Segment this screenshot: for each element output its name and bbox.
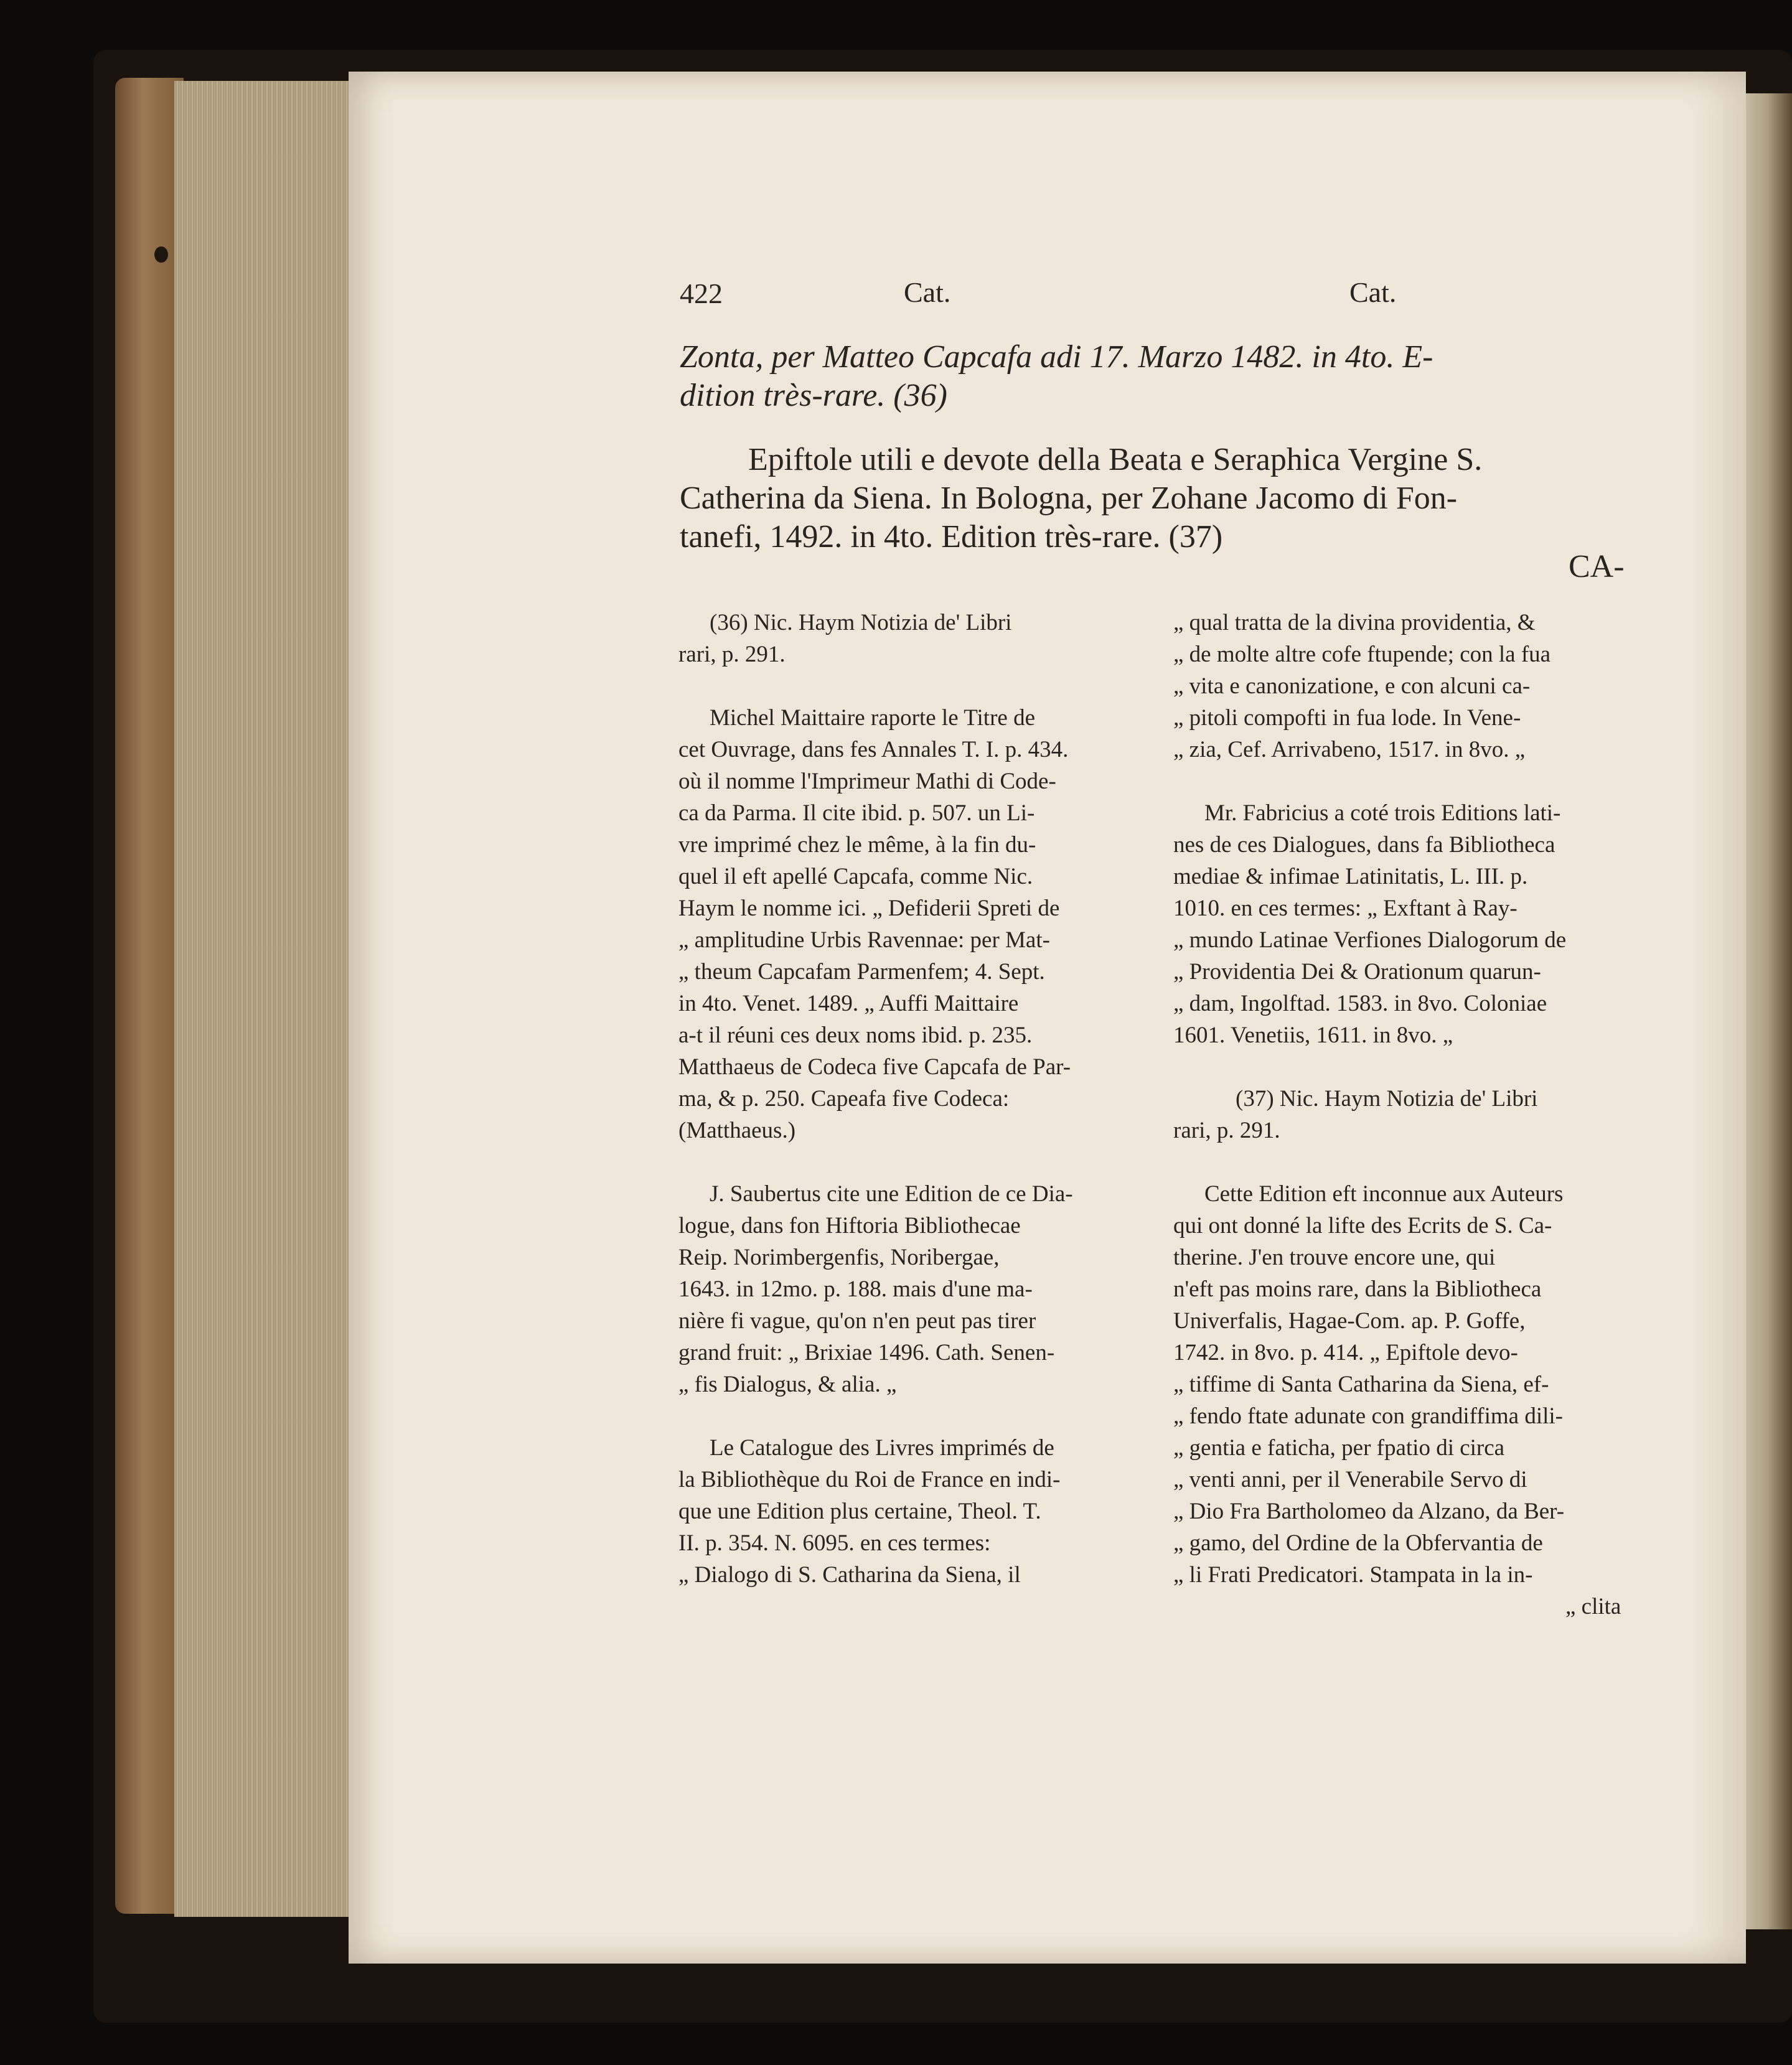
column-line: rari, p. 291. [678, 642, 786, 667]
column-line: n'eft pas moins rare, dans la Bibliotheca [1173, 1276, 1542, 1302]
column-line: Michel Maittaire raporte le Titre de [710, 705, 1035, 731]
book-cover-edge [115, 78, 184, 1914]
right-column [1173, 607, 1621, 1622]
column-line: 1742. in 8vo. p. 414. „ Epiftole devo- [1173, 1340, 1518, 1365]
column-line: Le Catalogue des Livres imprimés de [710, 1435, 1054, 1461]
column-line: „ zia, Cef. Arrivabeno, 1517. in 8vo. „ [1173, 737, 1526, 762]
column-line: „ tiffime di Santa Catharina da Siena, ef- [1173, 1372, 1549, 1397]
column-line: cet Ouvrage, dans fes Annales T. I. p. 434. [678, 737, 1069, 762]
column-line: II. p. 354. N. 6095. en ces termes: [678, 1530, 991, 1556]
column-line: 1010. en ces termes: „ Exftant à Ray- [1173, 896, 1518, 921]
column-line: qui ont donné la lifte des Ecrits de S. Ca- [1173, 1213, 1552, 1239]
column-line: grand fruit: „ Brixiae 1496. Cath. Senen- [678, 1340, 1055, 1365]
column-line: „ fis Dialogus, & alia. „ [678, 1372, 897, 1397]
column-line: logue, dans fon Hiftoria Bibliothecae [678, 1213, 1021, 1239]
column-line: Haym le nomme ici. „ Defiderii Spreti de [678, 896, 1060, 921]
left-running-head: Cat. [904, 276, 951, 308]
column-line: ca da Parma. Il cite ibid. p. 507. un Li- [678, 800, 1035, 826]
right-running-head: Cat. [1349, 276, 1397, 308]
page-block-edges [174, 81, 355, 1917]
column-line: quel il eft apellé Capcafa, comme Nic. [678, 864, 1033, 889]
column-line [1173, 766, 1621, 797]
column-line: rari, p. 291. [1173, 1118, 1280, 1143]
column-line: ma, & p. 250. Capeafa five Codeca: [678, 1086, 1010, 1112]
column-line: (37) Nic. Haym Notizia de' Libri [1236, 1086, 1538, 1112]
column-line [678, 1400, 1073, 1432]
column-line: que une Edition plus certaine, Theol. T. [678, 1499, 1041, 1524]
top-entry-line: dition très-rare. (36) [680, 378, 947, 413]
column-line: therine. J'en trouve encore une, qui [1173, 1245, 1496, 1270]
column-line: „ de molte altre cofe ftupende; con la fua [1173, 642, 1551, 667]
column-line [1173, 1051, 1621, 1083]
book-page [349, 72, 1746, 1964]
second-entry-line: Catherina da Siena. In Bologna, per Zohane Jacomo di Fon- [680, 480, 1458, 516]
column-line: „ pitoli compofti in fua lode. In Vene- [1173, 705, 1521, 731]
column-line: 1601. Venetiis, 1611. in 8vo. „ [1173, 1023, 1453, 1048]
column-line: Reip. Norimbergenfis, Noribergae, [678, 1245, 1000, 1270]
column-line: „ Providentia Dei & Orationum quarun- [1173, 959, 1541, 985]
column-line [1173, 1146, 1621, 1178]
column-line [678, 1146, 1073, 1178]
column-line: Univerfalis, Hagae-Com. ap. P. Goffe, [1173, 1308, 1526, 1334]
column-line: „ theum Capcafam Parmenfem; 4. Sept. [678, 959, 1045, 985]
column-line: „ mundo Latinae Verfiones Dialogorum de [1173, 927, 1567, 953]
second-entry [680, 441, 1482, 556]
column-line: „ Dialogo di S. Catharina da Siena, il [678, 1562, 1021, 1588]
second-entry-line: tanefi, 1492. in 4to. Edition très-rare. (37) [680, 519, 1223, 555]
cover-hole [154, 246, 168, 263]
column-line: „ venti anni, per il Venerabile Servo di [1173, 1467, 1527, 1492]
left-column [678, 607, 1073, 1591]
column-line: Mr. Fabricius a coté trois Editions lati- [1204, 800, 1561, 826]
column-line: „ vita e canonizatione, e con alcuni ca- [1173, 673, 1531, 699]
column-line: „ Dio Fra Bartholomeo da Alzano, da Ber- [1173, 1499, 1565, 1524]
top-entry [680, 338, 1433, 415]
page-number: 422 [680, 278, 723, 309]
column-line: a-t il réuni ces deux noms ibid. p. 235. [678, 1023, 1033, 1048]
column-line: Cette Edition eft inconnue aux Auteurs [1204, 1181, 1564, 1207]
catchword-top: CA- [1569, 549, 1625, 584]
column-line: nière fi vague, qu'on n'en peut pas tirer [678, 1308, 1036, 1334]
column-line: in 4to. Venet. 1489. „ Auffi Maittaire [678, 991, 1019, 1016]
column-line: la Bibliothèque du Roi de France en indi- [678, 1467, 1061, 1492]
column-line: mediae & infimae Latinitatis, L. III. p. [1173, 864, 1528, 889]
column-line: „ fendo ftate adunate con grandiffima dili- [1173, 1403, 1564, 1429]
second-entry-line: Epiftole utili e devote della Beata e Seraphica Vergine S. [748, 442, 1483, 477]
column-line: „ amplitudine Urbis Ravennae: per Mat- [678, 927, 1050, 953]
column-line: J. Saubertus cite une Edition de ce Dia- [710, 1181, 1073, 1207]
column-line: „ li Frati Predicatori. Stampata in la in- [1173, 1562, 1533, 1588]
column-line: où il nomme l'Imprimeur Mathi di Code- [678, 769, 1056, 794]
column-line: (36) Nic. Haym Notizia de' Libri [710, 610, 1012, 635]
column-line: „ gamo, del Ordine de la Obfervantia de [1173, 1530, 1543, 1556]
column-line: 1643. in 12mo. p. 188. mais d'une ma- [678, 1276, 1033, 1302]
column-line: Matthaeus de Codeca five Capcafa de Par- [678, 1054, 1071, 1080]
top-entry-line: Zonta, per Matteo Capcafa adi 17. Marzo 1482. in 4to. E- [680, 339, 1433, 375]
column-line: „ gentia e faticha, per fpatio di circa [1173, 1435, 1505, 1461]
column-line: nes de ces Dialogues, dans fa Bibliotheca [1173, 832, 1555, 858]
column-line: vre imprimé chez le même, à la fin du- [678, 832, 1036, 858]
column-line: „ qual tratta de la divina providentia, & [1173, 610, 1536, 635]
facing-page-edge [1743, 93, 1792, 1929]
catchword-bottom: „ clita [1565, 1594, 1621, 1619]
column-line [678, 670, 1073, 702]
column-line: (Matthaeus.) [678, 1118, 796, 1143]
column-line: „ dam, Ingolftad. 1583. in 8vo. Coloniae [1173, 991, 1547, 1016]
